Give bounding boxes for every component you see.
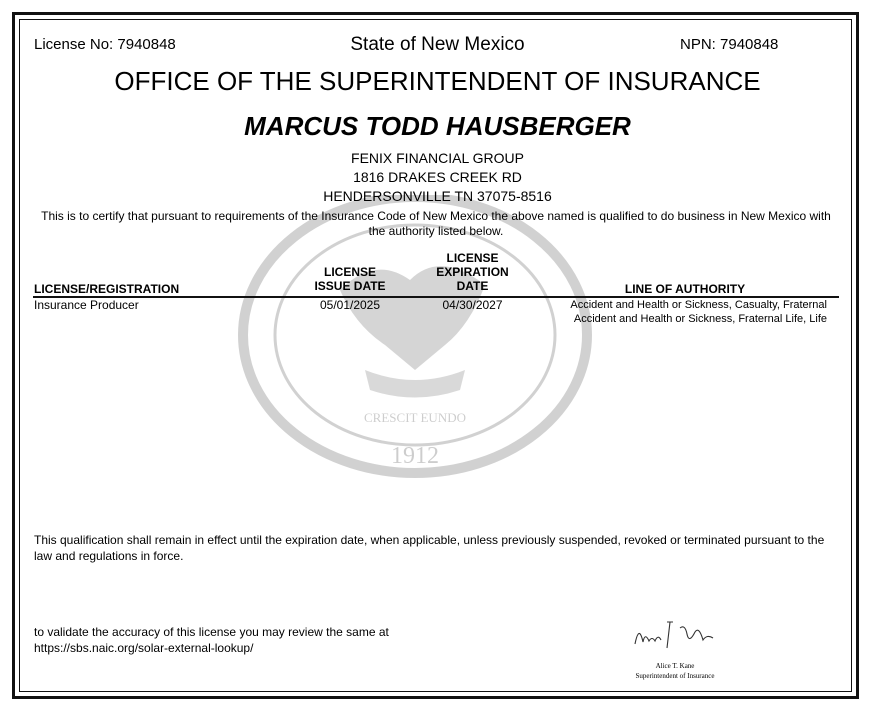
state-seal-watermark-icon (235, 195, 595, 495)
row-authority: Accident and Health or Sickness, Casualty, Fraternal Accident and Health or Sickness, Fraternal Life, Life (570, 299, 827, 325)
header-expiration-date: LICENSE EXPIRATION DATE (436, 251, 509, 293)
licensee-city: HENDERSONVILLE TN 37075-8516 (323, 188, 552, 204)
signer-name: Alice T. Kane (655, 662, 695, 670)
header-license-registration: LICENSE/REGISTRATION (34, 282, 180, 296)
license-number: License No: 7940848 (34, 36, 176, 53)
office-title: OFFICE OF THE SUPERINTENDENT OF INSURANCE (114, 66, 761, 96)
npn-number: NPN: 7940848 (680, 36, 779, 53)
state-name: State of New Mexico (350, 34, 525, 55)
certify-statement: This is to certify that pursuant to requirements of the Insurance Code of New Mexico the above named is qualified to do business in New Mexico with the authority listed below. (41, 209, 831, 238)
row-license: Insurance Producer (34, 298, 139, 312)
header-issue-date: LICENSE ISSUE DATE (314, 265, 386, 293)
signature-icon (625, 614, 725, 654)
validation-url[interactable]: https://sbs.naic.org/solar-external-lookup/ (34, 641, 254, 655)
licensee-name: MARCUS TODD HAUSBERGER (244, 111, 631, 141)
licensee-company: FENIX FINANCIAL GROUP (351, 150, 524, 166)
signer-title: Superintendent of Insurance (635, 672, 715, 680)
validation-note: to validate the accuracy of this license you may review the same at https://sbs.naic.org/solar-external-lookup/ (34, 625, 389, 655)
licensee-street: 1816 DRAKES CREEK RD (353, 169, 522, 185)
qualification-statement: This qualification shall remain in effect until the expiration date, when applicable, unless previously suspended, revoked or terminated pursuant to the law and regulations in force. (34, 533, 825, 563)
row-expiration-date: 04/30/2027 (442, 298, 503, 312)
seal-year: 1912 (391, 443, 439, 469)
row-issue-date: 05/01/2025 (319, 298, 381, 312)
header-line-of-authority: LINE OF AUTHORITY (624, 282, 746, 296)
seal-motto: CRESCIT EUNDO (364, 410, 466, 425)
